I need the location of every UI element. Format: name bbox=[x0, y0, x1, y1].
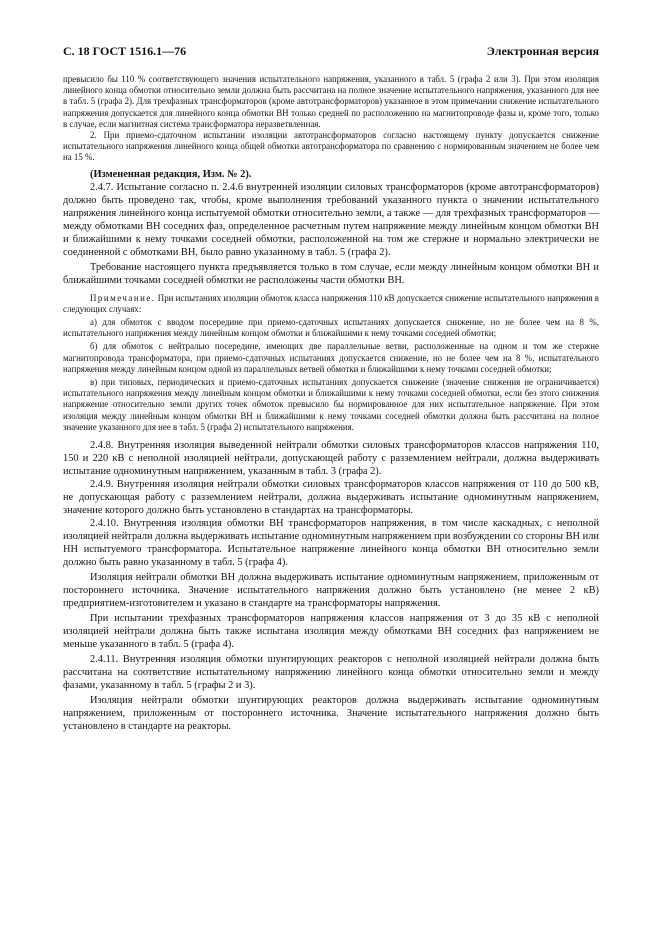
paragraph-2-4-7: 2.4.7. Испытание согласно п. 2.4.6 внутренней изоляции силовых трансформаторов (кроме автотрансформаторов) должно быть проведено так, чтобы, кроме выполнения требований указанного пункта о значении испытательного напряжения линейного конца испытуемой обмотки относительно земли, а также — для трехфазных трансформаторов — между обмотками ВН соседних фаз, определенное расчетным путем напряжение между линейным концом обмотки ВН и ближайшими к нему точками соседней обмотки, расположенной на том же стержне и нормально электрически не соединенной с обмотками ВН, было равно указанному в табл. 5 (графа 2). bbox=[63, 181, 599, 258]
paragraph-amendment: (Измененная редакция, Изм. № 2). bbox=[90, 168, 252, 180]
paragraph-note-continuation: превысило бы 110 % соответствующего значения испытательного напряжения, указанного в табл. 5 (графа 2 или 3). При этом изоляция линейного конца обмотки относительно земли должна быть рассчитана на полное значение испытательного напряжения, указанного для нее в табл. 5 (графа 2). Для трехфазных трансформаторов (кроме автотрансформаторов) указанное в этом примечании снижение испытательного напряжения допускается для линейного конца обмотки ВН только средней по расположению на магнитопроводе фазы и, кроме того, только в случае, если магнитная система трансформатора неразветвленная. bbox=[63, 74, 599, 129]
paragraph-neutral-insulation: Изоляция нейтрали обмотки ВН должна выдерживать испытание одноминутным напряжением, приложенным от постороннего источника. Значение испытательного напряжения должно быть установлено (не менее 2 кВ) предприятием-изготовителем и указано в стандарте на трансформаторы напряжения. bbox=[63, 572, 599, 610]
note-text: При испытаниях изоляции обмоток класса напряжения 110 кВ допускается снижение испытательного напряжения в следующих случаях: bbox=[63, 292, 599, 314]
paragraph-note-110kv bbox=[63, 293, 599, 315]
paragraph-note-item-b: б) для обмоток с нейтралью посередине, имеющих две параллельные ветви, расположенные на одном и том же стержне магнитопровода трансформатора, при приемо-сдаточных испытаниях допускается снижение, но не более чем на 8 %, испытательного напряжения между линейным концом одной из параллельных ветвей обмотки и ближайшими к нему точками соседней обмотки; bbox=[63, 341, 599, 374]
paragraph-three-phase-test: При испытании трехфазных трансформаторов напряжения классов напряжения от 3 до 35 кВ с неполной изоляцией нейтрали должна быть также испытана изоляция между обмотками ВН соседних фаз напряжением не меньше указанного в табл. 5 (графа 4). bbox=[63, 613, 599, 651]
paragraph-2-4-10: 2.4.10. Внутренняя изоляция обмотки ВН трансформаторов напряжения, в том числе каскадных, с неполной изоляцией нейтрали должна выдерживать испытание одноминутным напряжением при возбуждении со стороны ВН или НН испытуемого трансформатора. Испытательное напряжение линейного конца обмотки ВН относительно земли должно быть равно указанному в табл. 5 (графа 4). bbox=[63, 518, 599, 569]
paragraph-2-4-9: 2.4.9. Внутренняя изоляция нейтрали обмотки силовых трансформаторов классов напряжения от 110 до 500 кВ, не допускающая работу с разземлением нейтрали, должна выдерживать испытание одноминутным напряжением, значение которого должно быть установлено в стандартах на трансформаторы. bbox=[63, 479, 599, 517]
paragraph-note-2: 2. При приемо-сдаточном испытании изоляции автотрансформаторов согласно настоящему пункту допускается снижение испытательного напряжения линейного конца общей обмотки автотрансформатора по сравнению с нормированным значением не более чем на 15 %. bbox=[63, 130, 599, 163]
paragraph-requirement: Требование настоящего пункта предъявляется только в том случае, если между линейным концом обмотки ВН и ближайшими точками соседней обмотки не расположены части обмотки ВН. bbox=[63, 261, 599, 286]
header-standard-number: С. 18 ГОСТ 1516.1—76 bbox=[63, 44, 187, 58]
paragraph-2-4-8: 2.4.8. Внутренняя изоляция выведенной нейтрали обмотки силовых трансформаторов классов напряжения 110, 150 и 220 кВ с неполной изоляцией нейтрали, допускающей работу с разземлением нейтрали, должна выдерживать испытание одноминутным напряжением, указанным в табл. 3 (графа 2). bbox=[63, 440, 599, 478]
paragraph-2-4-11: 2.4.11. Внутренняя изоляция обмотки шунтирующих реакторов с неполной изоляцией нейтрали должна быть рассчитана на соответствие испытательному напряжению линейного конца обмотки относительно земли и между фазами, указанному в табл. 5 (графы 2 и 3). bbox=[63, 654, 599, 692]
document-body bbox=[63, 74, 599, 733]
page-header bbox=[63, 44, 599, 64]
paragraph-reactor-neutral: Изоляция нейтрали обмотки шунтирующих реакторов должна выдерживать испытание одноминутным напряжением, приложенным от постороннего источника. Значение испытательного напряжения должно быть установлено в стандарте на реакторы. bbox=[63, 695, 599, 733]
paragraph-note-item-v: в) при типовых, периодических и приемо-сдаточных испытаниях допускается снижение (значение снижения не ограничивается) испытательного напряжения между линейным концом обмотки и ближайшими к нему точками соседней обмотки, если без этого снижения напряжение относительно земли других точек обмоток превысило бы нормированное для них испытательное напряжение. При этом изоляция между линейным концом обмотки ВН и ближайшими к нему точками соседней обмотки должна быть рассчитана на полное значение указанного для нее в табл. 5 (графа 2) испытательного напряжения. bbox=[63, 377, 599, 432]
note-label: Примечание. bbox=[90, 292, 156, 303]
paragraph-note-item-a: а) для обмоток с вводом посередине при приемо-сдаточных испытаниях допускается снижение, но не более чем на 8 %, испытательного напряжения между линейным концом обмотки и ближайшими к нему точками соседней обмотки; bbox=[63, 317, 599, 339]
header-electronic-version: Электронная версия bbox=[486, 44, 599, 58]
